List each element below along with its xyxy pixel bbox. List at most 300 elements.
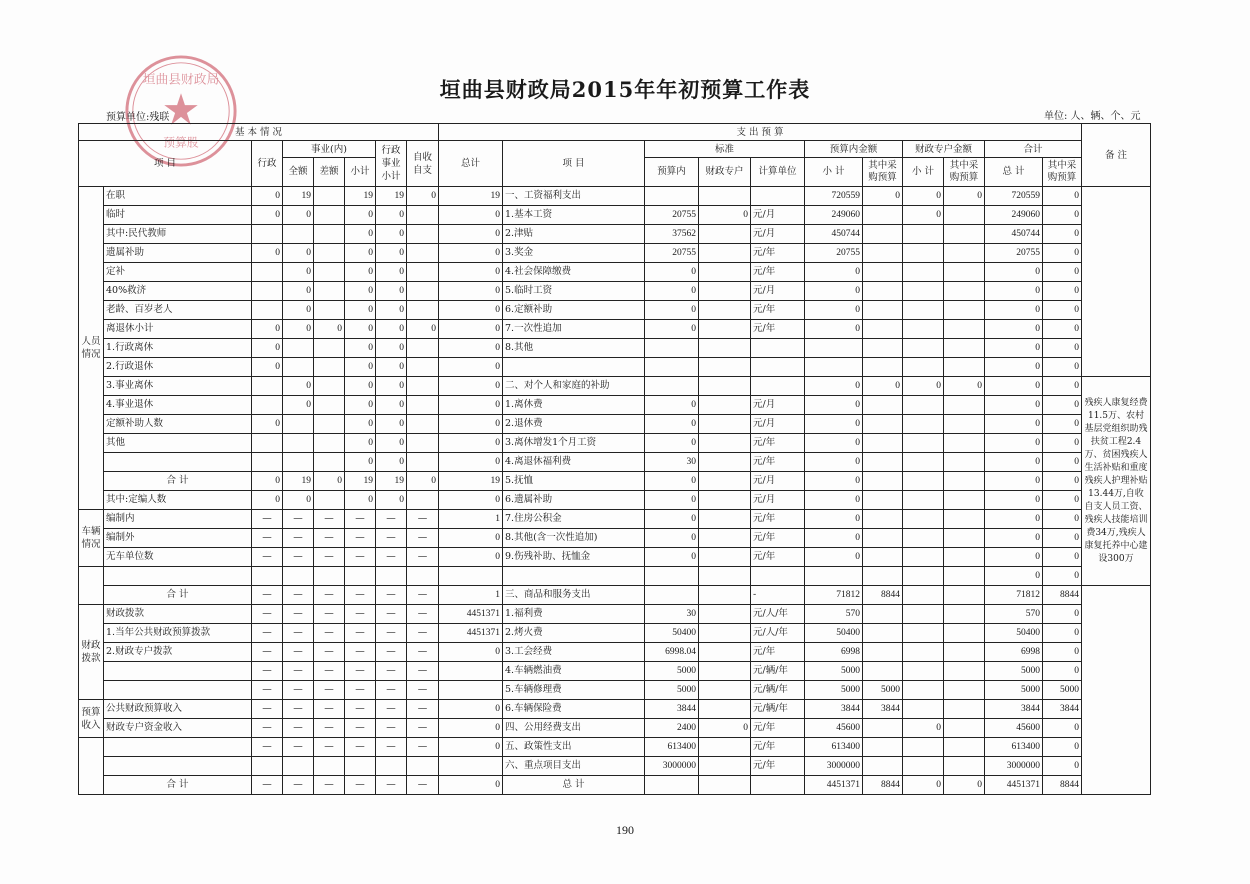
table-cell: [944, 605, 985, 624]
exp-item-header: 项 目: [503, 141, 645, 187]
table-cell: 元/年: [751, 529, 805, 548]
table-cell: [699, 358, 751, 377]
table-cell: 0: [805, 472, 863, 491]
table-cell: [699, 301, 751, 320]
table-cell: [699, 643, 751, 662]
table-cell: 3.工会经费: [503, 643, 645, 662]
table-cell: 50400: [645, 624, 699, 643]
table-cell: [645, 567, 699, 586]
table-cell: [699, 187, 751, 206]
table-cell: 30: [645, 453, 699, 472]
table-cell: [645, 187, 699, 206]
table-row: [79, 282, 1151, 301]
page-number: 190: [616, 823, 634, 837]
table-row: [79, 548, 1151, 567]
blank-group-b: [79, 738, 104, 795]
table-cell: —: [376, 624, 407, 643]
table-cell: 0: [283, 263, 314, 282]
table-cell: 0: [1043, 529, 1082, 548]
table-cell: 4451371: [439, 605, 503, 624]
table-row: [79, 396, 1151, 415]
table-cell: —: [345, 643, 376, 662]
table-cell: [863, 529, 903, 548]
table-cell: 20755: [645, 244, 699, 263]
table-cell: —: [407, 776, 439, 795]
table-cell: 0: [805, 282, 863, 301]
table-cell: 40%救济: [104, 282, 252, 301]
table-cell: [903, 472, 944, 491]
table-cell: 元/年: [751, 757, 805, 776]
table-cell: 2.财政专户拨款: [104, 643, 252, 662]
table-cell: 19: [376, 472, 407, 491]
table-cell: [944, 206, 985, 225]
table-cell: 0: [345, 453, 376, 472]
table-cell: 0: [407, 472, 439, 491]
table-cell: 4.离退休福利费: [503, 453, 645, 472]
table-cell: [903, 510, 944, 529]
table-cell: [699, 225, 751, 244]
table-cell: 50400: [805, 624, 863, 643]
table-row: [79, 776, 1151, 795]
table-cell: —: [407, 605, 439, 624]
table-cell: 无车单位数: [104, 548, 252, 567]
table-cell: 0: [863, 377, 903, 396]
table-cell: 6998: [985, 643, 1043, 662]
table-cell: 0: [252, 320, 283, 339]
table-cell: 0: [699, 206, 751, 225]
table-cell: 0: [345, 206, 376, 225]
table-cell: —: [407, 719, 439, 738]
table-cell: [104, 567, 252, 586]
table-row: [79, 187, 1151, 206]
table-cell: [863, 282, 903, 301]
table-cell: [903, 339, 944, 358]
table-cell: 元/月: [751, 472, 805, 491]
finance-group: 财政拨款: [79, 605, 104, 700]
table-cell: [407, 453, 439, 472]
table-cell: 0: [439, 415, 503, 434]
table-cell: 6.定额补助: [503, 301, 645, 320]
self-income-header: 自收自支: [407, 141, 439, 187]
table-cell: —: [314, 700, 345, 719]
table-cell: 0: [407, 320, 439, 339]
table-cell: [699, 396, 751, 415]
table-cell: 元/年: [751, 453, 805, 472]
table-cell: 0: [645, 472, 699, 491]
table-cell: —: [314, 510, 345, 529]
table-cell: —: [252, 776, 283, 795]
table-cell: [863, 472, 903, 491]
table-cell: [314, 415, 345, 434]
table-cell: —: [407, 586, 439, 605]
sum-total-header: 总 计: [985, 158, 1043, 187]
table-cell: [699, 415, 751, 434]
table-cell: 合 计: [104, 776, 252, 795]
table-cell: 50400: [985, 624, 1043, 643]
table-cell: 0: [1043, 206, 1082, 225]
table-cell: [903, 567, 944, 586]
table-row: [79, 662, 1151, 681]
table-cell: [283, 434, 314, 453]
table-cell: —: [252, 548, 283, 567]
table-cell: 临时: [104, 206, 252, 225]
table-cell: [944, 301, 985, 320]
table-cell: [944, 700, 985, 719]
table-row: [79, 358, 1151, 377]
table-cell: —: [376, 700, 407, 719]
table-cell: 财政拨款: [104, 605, 252, 624]
table-cell: 0: [376, 377, 407, 396]
table-cell: [314, 187, 345, 206]
table-cell: [645, 358, 699, 377]
table-cell: [345, 567, 376, 586]
table-cell: [407, 358, 439, 377]
table-cell: 合 计: [104, 586, 252, 605]
table-cell: [252, 453, 283, 472]
table-row: [79, 263, 1151, 282]
table-cell: [944, 510, 985, 529]
table-cell: 编制外: [104, 529, 252, 548]
table-cell: 元/年: [751, 510, 805, 529]
table-cell: [314, 453, 345, 472]
table-cell: [252, 225, 283, 244]
table-cell: 0: [376, 491, 407, 510]
table-cell: [751, 377, 805, 396]
item-header: 项 目: [79, 141, 252, 187]
table-cell: 0: [376, 263, 407, 282]
table-cell: 0: [345, 225, 376, 244]
table-cell: 1: [439, 510, 503, 529]
table-cell: [863, 244, 903, 263]
table-cell: 20755: [645, 206, 699, 225]
table-cell: 3000000: [645, 757, 699, 776]
in-budget-header: 预算内金额: [805, 141, 903, 158]
table-cell: 0: [1043, 453, 1082, 472]
table-cell: 613400: [985, 738, 1043, 757]
table-cell: 元/年: [751, 719, 805, 738]
table-cell: 0: [645, 491, 699, 510]
table-cell: 编制内: [104, 510, 252, 529]
table-cell: 0: [985, 472, 1043, 491]
table-cell: —: [407, 662, 439, 681]
table-row: [79, 434, 1151, 453]
table-cell: [903, 757, 944, 776]
table-cell: [503, 567, 645, 586]
table-cell: 老龄、百岁老人: [104, 301, 252, 320]
table-cell: [252, 757, 283, 776]
table-cell: 元/辆/年: [751, 700, 805, 719]
table-cell: 0: [1043, 605, 1082, 624]
table-cell: 3844: [985, 700, 1043, 719]
table-cell: [699, 529, 751, 548]
table-cell: 其中:定编人数: [104, 491, 252, 510]
measure-unit-label: 单位: 人、辆、个、元: [1044, 111, 1141, 122]
table-cell: 0: [283, 377, 314, 396]
table-row: [79, 643, 1151, 662]
table-cell: 其他: [104, 434, 252, 453]
table-cell: [283, 757, 314, 776]
table-cell: 0: [1043, 263, 1082, 282]
table-cell: 6.车辆保险费: [503, 700, 645, 719]
in-sub-header: 小 计: [805, 158, 863, 187]
table-cell: [699, 320, 751, 339]
table-cell: 0: [1043, 415, 1082, 434]
table-cell: —: [283, 738, 314, 757]
table-cell: [944, 225, 985, 244]
table-cell: 0: [1043, 225, 1082, 244]
table-cell: 0: [439, 453, 503, 472]
table-cell: —: [407, 624, 439, 643]
table-cell: 0: [345, 282, 376, 301]
table-cell: 0: [1043, 757, 1082, 776]
table-cell: 0: [1043, 339, 1082, 358]
table-cell: [863, 339, 903, 358]
table-cell: 0: [439, 244, 503, 263]
table-cell: 0: [345, 434, 376, 453]
table-cell: 0: [376, 339, 407, 358]
table-cell: [863, 662, 903, 681]
table-cell: 离退休小计: [104, 320, 252, 339]
table-cell: 元/年: [751, 301, 805, 320]
table-cell: [407, 206, 439, 225]
table-cell: [407, 263, 439, 282]
table-cell: 19: [345, 472, 376, 491]
table-cell: 0: [283, 396, 314, 415]
table-cell: 元/月: [751, 206, 805, 225]
table-cell: —: [376, 776, 407, 795]
table-cell: —: [283, 624, 314, 643]
table-cell: [903, 738, 944, 757]
basic-info-header: 基 本 情 况: [79, 124, 439, 141]
table-cell: —: [314, 643, 345, 662]
table-cell: [699, 244, 751, 263]
table-cell: 0: [903, 776, 944, 795]
table-cell: [104, 662, 252, 681]
admin-header: 行政: [252, 141, 283, 187]
table-cell: 0: [314, 472, 345, 491]
table-cell: 5.车辆修理费: [503, 681, 645, 700]
table-cell: 0: [1043, 472, 1082, 491]
table-cell: 0: [645, 510, 699, 529]
table-cell: 0: [903, 206, 944, 225]
table-cell: 0: [314, 320, 345, 339]
table-cell: 五、政策性支出: [503, 738, 645, 757]
sum-header: 合计: [985, 141, 1082, 158]
table-cell: [863, 548, 903, 567]
sum-purchase-header: 其中采购预算: [1043, 158, 1082, 187]
table-cell: 0: [283, 301, 314, 320]
table-cell: -: [751, 586, 805, 605]
table-cell: 元/月: [751, 491, 805, 510]
table-cell: —: [376, 548, 407, 567]
table-cell: [699, 434, 751, 453]
table-cell: 0: [1043, 301, 1082, 320]
table-cell: 六、重点项目支出: [503, 757, 645, 776]
table-cell: 0: [805, 434, 863, 453]
table-cell: 0: [345, 415, 376, 434]
table-cell: 0: [903, 719, 944, 738]
table-cell: 0: [1043, 320, 1082, 339]
table-cell: 3844: [805, 700, 863, 719]
table-cell: [903, 358, 944, 377]
table-cell: —: [376, 681, 407, 700]
table-cell: [699, 624, 751, 643]
table-cell: —: [345, 681, 376, 700]
table-cell: 0: [439, 320, 503, 339]
table-cell: —: [283, 776, 314, 795]
table-cell: [252, 263, 283, 282]
table-cell: 3.事业离休: [104, 377, 252, 396]
table-cell: [407, 282, 439, 301]
table-cell: [863, 358, 903, 377]
table-cell: [699, 700, 751, 719]
table-cell: 0: [376, 225, 407, 244]
table-cell: 0: [439, 225, 503, 244]
table-cell: 0: [985, 548, 1043, 567]
table-cell: —: [345, 548, 376, 567]
table-cell: [944, 624, 985, 643]
table-cell: 0: [1043, 187, 1082, 206]
table-cell: [407, 567, 439, 586]
table-cell: [903, 491, 944, 510]
table-cell: —: [376, 510, 407, 529]
table-cell: [903, 225, 944, 244]
table-row: [79, 757, 1151, 776]
table-cell: [944, 453, 985, 472]
table-cell: [252, 282, 283, 301]
table-cell: 0: [439, 719, 503, 738]
table-cell: 1.当年公共财政预算拨款: [104, 624, 252, 643]
table-cell: 0: [1043, 491, 1082, 510]
sp-purchase-header: 其中采购预算: [944, 158, 985, 187]
table-cell: 45600: [805, 719, 863, 738]
table-cell: [699, 377, 751, 396]
table-cell: 0: [1043, 434, 1082, 453]
table-cell: —: [283, 662, 314, 681]
table-cell: [407, 377, 439, 396]
table-cell: 0: [345, 339, 376, 358]
table-cell: 0: [345, 263, 376, 282]
table-cell: [407, 491, 439, 510]
table-cell: 0: [645, 282, 699, 301]
table-cell: 0: [699, 719, 751, 738]
table-cell: [699, 738, 751, 757]
table-cell: [903, 586, 944, 605]
table-cell: 0: [252, 415, 283, 434]
table-cell: 2.烤火费: [503, 624, 645, 643]
table-cell: 570: [985, 605, 1043, 624]
table-cell: 0: [345, 320, 376, 339]
table-cell: 1.福利费: [503, 605, 645, 624]
table-cell: [805, 339, 863, 358]
table-cell: [944, 738, 985, 757]
table-cell: [645, 586, 699, 605]
table-cell: —: [252, 681, 283, 700]
table-cell: 元/月: [751, 225, 805, 244]
table-cell: 0: [1043, 377, 1082, 396]
table-cell: [903, 415, 944, 434]
table-cell: 19: [283, 187, 314, 206]
table-row: [79, 453, 1151, 472]
table-cell: [944, 339, 985, 358]
table-cell: 5000: [645, 681, 699, 700]
vehicle-group: 车辆情况: [79, 510, 104, 567]
table-cell: [944, 415, 985, 434]
table-cell: —: [345, 510, 376, 529]
table-cell: 0: [345, 377, 376, 396]
admin-biz-subtotal-header: 行政事业小计: [376, 141, 407, 187]
remark-cell-top: [1082, 187, 1151, 377]
table-cell: 0: [376, 434, 407, 453]
table-cell: —: [252, 719, 283, 738]
header-row-2: [79, 141, 1151, 158]
table-cell: 0: [985, 415, 1043, 434]
table-cell: [314, 757, 345, 776]
table-cell: [699, 681, 751, 700]
table-cell: 0: [345, 301, 376, 320]
table-cell: 0: [1043, 662, 1082, 681]
table-cell: 0: [283, 282, 314, 301]
table-cell: 0: [345, 244, 376, 263]
table-cell: 二、对个人和家庭的补助: [503, 377, 645, 396]
table-cell: [903, 396, 944, 415]
table-cell: [376, 567, 407, 586]
table-cell: 2.津贴: [503, 225, 645, 244]
table-cell: [439, 681, 503, 700]
table-cell: 定额补助人数: [104, 415, 252, 434]
table-cell: [699, 491, 751, 510]
table-cell: 0: [805, 377, 863, 396]
table-cell: 0: [985, 320, 1043, 339]
table-cell: 0: [252, 187, 283, 206]
table-cell: 元/年: [751, 548, 805, 567]
table-row: [79, 586, 1151, 605]
table-cell: 19: [439, 187, 503, 206]
table-cell: [863, 453, 903, 472]
table-row: [79, 339, 1151, 358]
table-cell: 0: [439, 206, 503, 225]
table-cell: 30: [645, 605, 699, 624]
table-cell: [314, 282, 345, 301]
table-cell: 0: [439, 700, 503, 719]
table-cell: 0: [345, 491, 376, 510]
table-cell: 0: [944, 187, 985, 206]
table-cell: —: [407, 529, 439, 548]
table-cell: —: [252, 700, 283, 719]
table-cell: [944, 434, 985, 453]
biz-diff-header: 差额: [314, 158, 345, 187]
table-cell: 7.一次性追加: [503, 320, 645, 339]
table-cell: 元/辆/年: [751, 662, 805, 681]
table-cell: 0: [376, 320, 407, 339]
table-cell: 0: [985, 377, 1043, 396]
table-cell: [944, 491, 985, 510]
table-cell: 0: [1043, 738, 1082, 757]
special-amount-header: 财政专户金额: [903, 141, 985, 158]
table-cell: 0: [805, 415, 863, 434]
table-cell: 0: [376, 301, 407, 320]
table-cell: 0: [283, 320, 314, 339]
table-cell: 0: [439, 529, 503, 548]
table-cell: [944, 472, 985, 491]
table-cell: 0: [439, 301, 503, 320]
table-cell: [699, 472, 751, 491]
income-group: 预算收入: [79, 700, 104, 738]
table-cell: 元/月: [751, 415, 805, 434]
table-cell: —: [376, 738, 407, 757]
table-cell: [283, 567, 314, 586]
table-cell: 0: [376, 415, 407, 434]
